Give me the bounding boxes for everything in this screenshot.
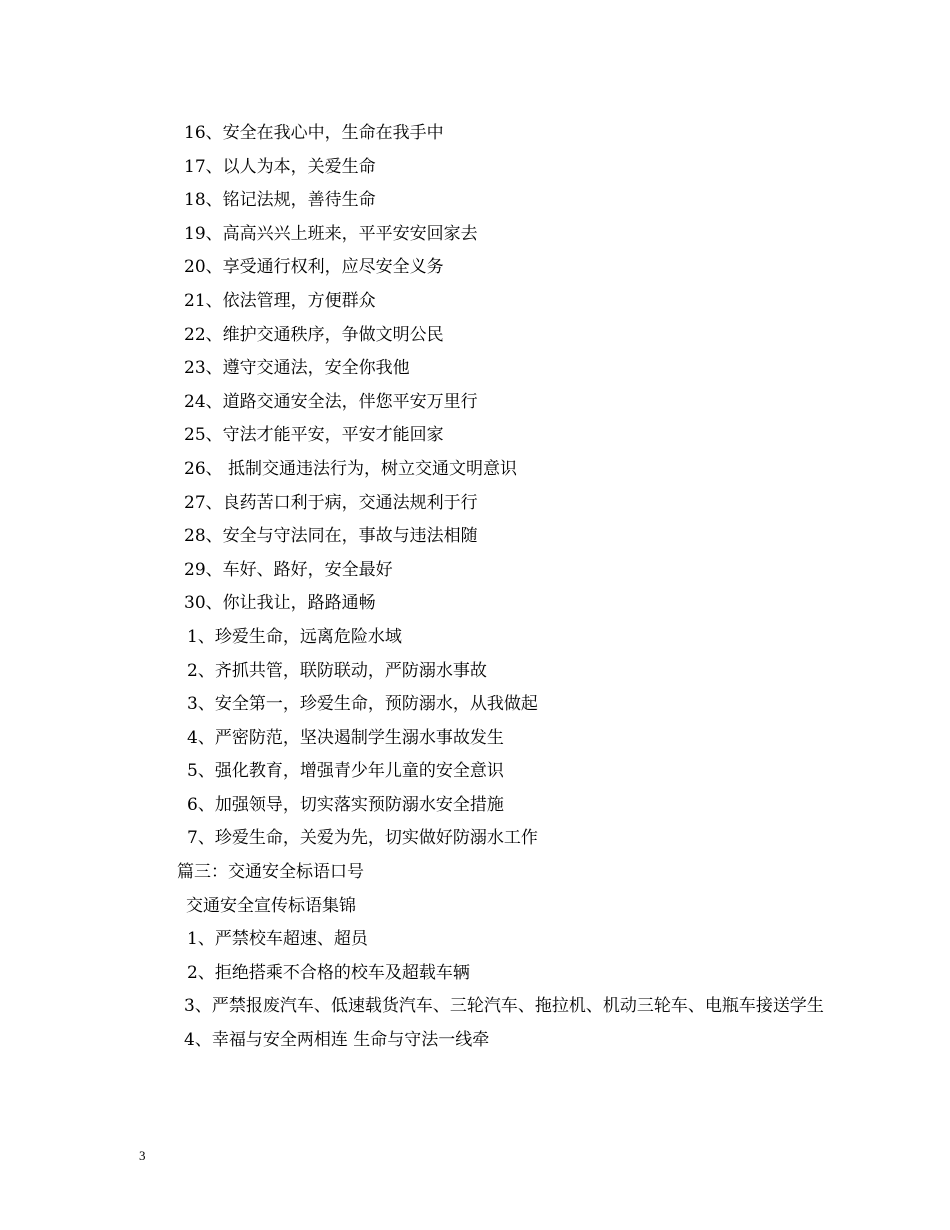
slogan-item: 17、以人为本，关爱生命 (184, 156, 376, 177)
slogan-item: 20、享受通行权利，应尽安全义务 (184, 257, 444, 278)
slogan-item: 24、道路交通安全法，伴您平安万里行 (184, 391, 478, 412)
slogan-item: 16、安全在我心中，生命在我手中 (184, 123, 444, 143)
slogan-item: 23、遵守交通法，安全你我他 (184, 358, 410, 379)
section-subtitle: 交通安全宣传标语集锦 (186, 895, 356, 916)
slogan-item: 19、高高兴兴上班来，平平安安回家去 (184, 223, 478, 244)
slogan-item: 7、珍爱生命，关爱为先，切实做好防溺水工作 (187, 828, 538, 849)
slogan-item: 6、加强领导，切实落实预防溺水安全措施 (187, 794, 504, 815)
slogan-item-wrapped: 3、严禁报废汽车、低速载货汽车、三轮汽车、拖拉机、机动三轮车、电瓶车接送学生 (184, 996, 824, 1017)
slogan-item: 2、拒绝搭乘不合格的校车及超载车辆 (187, 962, 470, 983)
section-heading: 篇三：交通安全标语口号 (177, 862, 364, 883)
slogan-item-last: 4、幸福与安全两相连 生命与守法一线牵 (184, 1030, 490, 1051)
slogan-item: 4、严密防范，坚决遏制学生溺水事故发生 (187, 727, 504, 748)
slogan-item: 29、车好、路好，安全最好 (184, 559, 393, 580)
slogan-item: 1、严禁校车超速、超员 (187, 929, 368, 950)
slogan-list-school-bus (140, 923, 830, 990)
slogan-item: 5、强化教育，增强青少年儿童的安全意识 (187, 761, 504, 782)
page-number: 3 (139, 1148, 146, 1163)
slogan-item: 22、维护交通秩序，争做文明公民 (184, 324, 444, 345)
slogan-item: 26、 抵制交通违法行为，树立交通文明意识 (184, 458, 518, 479)
slogan-item: 1、珍爱生命，远离危险水域 (187, 626, 402, 647)
slogan-item: 18、铭记法规，善待生命 (184, 190, 376, 211)
slogan-item: 21、依法管理，方便群众 (184, 290, 376, 311)
slogan-list-traffic (140, 117, 830, 621)
slogan-list-drowning (140, 621, 830, 856)
slogan-item: 28、安全与守法同在，事故与违法相随 (184, 526, 478, 547)
document-body (140, 117, 830, 1058)
slogan-item: 27、良药苦口利于病，交通法规利于行 (184, 492, 478, 513)
slogan-item: 2、齐抓共管，联防联动，严防溺水事故 (187, 660, 487, 681)
slogan-item: 3、安全第一，珍爱生命，预防溺水，从我做起 (187, 694, 538, 715)
slogan-item: 30、你让我让，路路通畅 (184, 593, 376, 614)
slogan-item: 25、守法才能平安，平安才能回家 (184, 425, 444, 446)
